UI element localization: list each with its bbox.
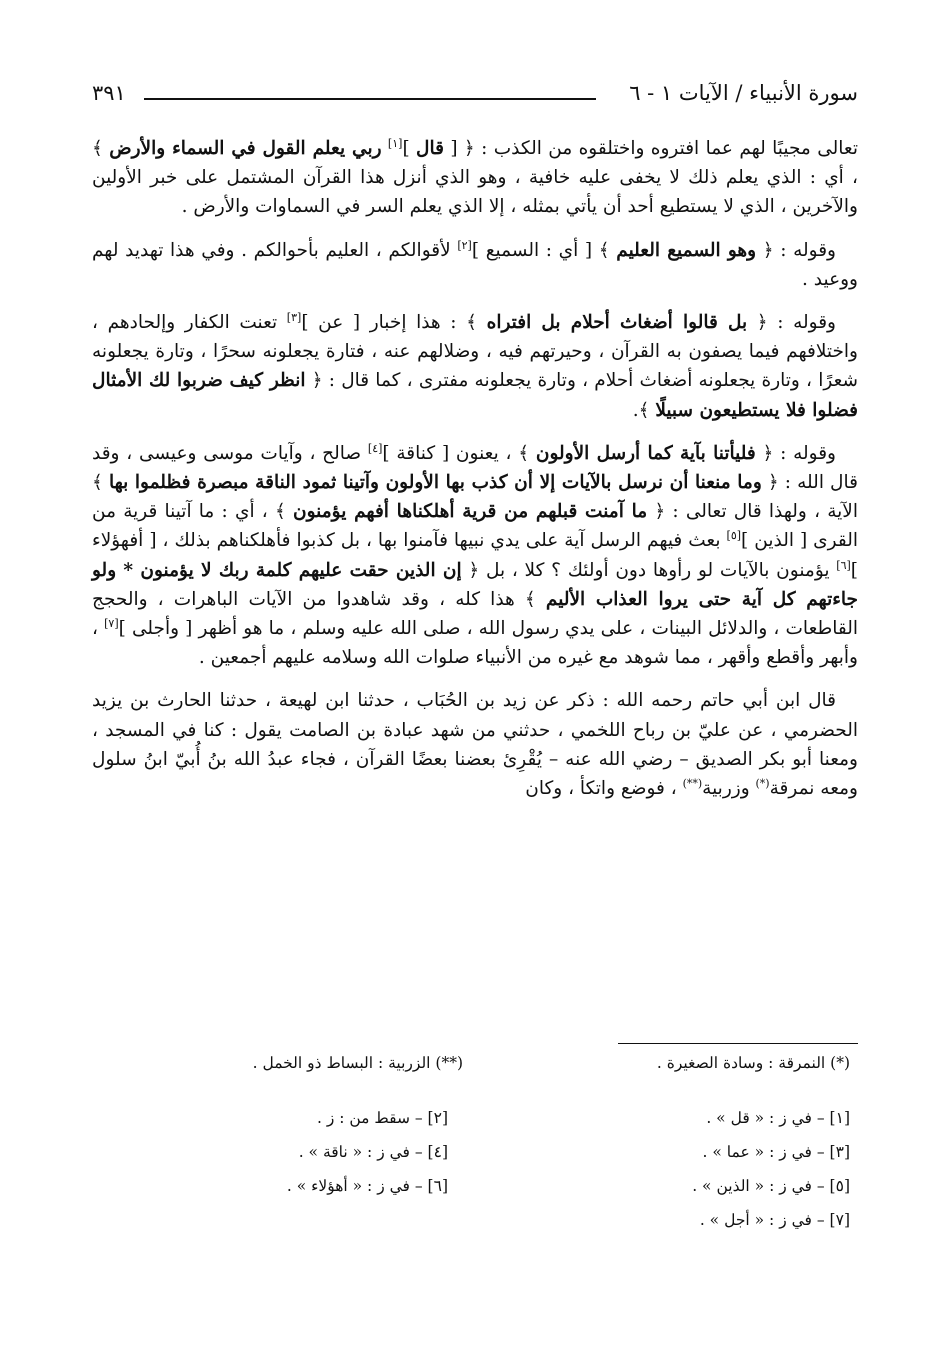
footnote-5: [٥] – في ز : « الذين » . [692, 1177, 850, 1195]
text-run: وقوله : ﴿ [755, 442, 836, 464]
paragraph [92, 134, 858, 222]
footnote-star-1: (*) النمرقة : وسادة الصغيرة . [656, 1054, 850, 1072]
text-run: ، وأبهر وأقطع وأقهر ، مما شوهد مع غيره من الأنبياء صلوات الله وسلامه عليهم أجمعين . [92, 618, 858, 669]
footnote-marker: [٥] [726, 529, 742, 543]
text-run: قال ابن أبي حاتم رحمه الله : ذكر عن زيد بن الحُبَاب ، حدثنا ابن لهيعة ، حدثنا الحارث بن يزيد الحضرمي ، عن عليّ بن رباح اللخمي ، حدثني من شهد عبادة بن الصامت يقول : كنا في المسجد ، ومعنا أبو بكر الصديق – رضي الله عنه – يُقْرِئ بعضنا بعضًا القرآن ، فجاء عبدُ الله بنُ أُبيّ ابنُ سلول ومعه نمرقة [92, 690, 858, 800]
text-run: ﴾ ، يعنون [ كناقة ] [382, 442, 536, 464]
page-number: ٣٩١ [92, 81, 126, 105]
text-run: وزربية [702, 778, 756, 800]
page-header [92, 78, 858, 112]
text-run: ﴾ هذا كله ، وقد شاهدوا من الآيات الباهرات ، والحجج القاطعات ، والدلائل البينات ، على يدي رسول الله ، صلى الله عليه وسلم ، ما هو أظهر [ وأجلى ] [92, 588, 858, 640]
footnote-4: [٤] – في ز : « ناقة » . [298, 1143, 448, 1161]
text-run: ﴾ : هذا إخبار [ عن ] [301, 312, 487, 334]
text-run: ﴾. [632, 399, 656, 421]
paragraph [92, 308, 858, 425]
footnote-marker: [٧] [104, 616, 119, 630]
footnote-marker: [١] [387, 136, 403, 150]
footnote-marker: (**) [682, 776, 703, 790]
quran-quote: وما منعنا أن نرسل بالآيات إلا أن كذب بها الأولون وآتينا ثمود الناقة مبصرة فظلموا بها [108, 472, 762, 494]
text-run: لأقوالكم ، العليم بأحوالكم . وفي هذا تهديد لهم ووعيد . [92, 239, 858, 290]
footnote-3: [٣] – في ز : « عما » . [702, 1143, 850, 1161]
quran-quote: قال [416, 138, 444, 159]
footnote-1: [١] – في ز : « قل » . [706, 1109, 850, 1127]
quran-quote: فليأتنا بآية كما أرسل الأولون [535, 442, 756, 464]
text-run: بعث فيهم الرسل آية على يدي نبيها فآمنوا بها ، بل كذبوا فأهلكناهم بذلك ، [ أفهؤلاء ] [92, 530, 858, 581]
footnote-star-2: (**) الزربية : البساط ذو الخمل . [252, 1054, 463, 1072]
text-run: صالح ، وآيات موسى وعيسى ، وقد قال الله : ﴿ [92, 442, 858, 494]
running-title: سورة الأنبياء / الآيات ١ - ٦ [629, 81, 858, 105]
text-run: ﴾ الآية ، ولهذا قال تعالى : ﴿ [92, 472, 858, 523]
quran-quote: ما آمنت قبلهم من قرية أهلكناها أفهم يؤمنون [293, 501, 648, 523]
text-run: ، فوضع واتكأ ، وكان [525, 778, 683, 800]
footnote-marker: [٢] [457, 238, 472, 252]
quran-quote: وهو السميع العليم [616, 239, 757, 261]
header-rule [144, 98, 596, 100]
text-run: يؤمنون بالآيات لو رأوها دون أولئك ؟ كلا ، بل ﴿ [461, 559, 837, 581]
text-run: وقوله : ﴿ [747, 312, 836, 334]
footnote-marker: [٤] [367, 441, 383, 455]
footnote-marker: (*) [755, 776, 770, 790]
text-run: ﴾ ، أي : ما آتينا قرية من القرى [ الذين ] [92, 501, 859, 552]
text-run: تعالى مجيبًا لهم عما افتروه واختلقوه من الكذب : ﴿ [ [443, 138, 858, 159]
main-text [92, 134, 858, 817]
footnote-marker: [٣] [286, 310, 302, 324]
quran-quote: ربي يعلم القول في السماء والأرض [109, 138, 382, 159]
text-run: ] [402, 138, 417, 159]
footnote-marker: [٦] [836, 558, 851, 572]
footnote-6: [٦] – في ز : « أهؤلاء » . [286, 1177, 448, 1195]
text-run: تعنت الكفار وإلحادهم ، واختلافهم فيما يصفون به القرآن ، وحيرتهم فيه ، وضلالهم عنه ، فتارة يجعلونه سحرًا ، وتارة يجعلونه شعرًا ، وتارة يجعلونه أضغاث أحلام ، وتارة يجعلونه مفترى ، كما قال : ﴿ [92, 312, 858, 392]
footnote-7: [٧] – في ز : « أجل » . [699, 1211, 850, 1229]
quran-quote: بل قالوا أضغاث أحلام بل افتراه [486, 312, 748, 334]
paragraph [92, 236, 858, 294]
quran-quote: انظر كيف ضربوا لك الأمثال فضلوا فلا يستطيعون سبيلًا [92, 370, 858, 421]
text-run: ﴾ ، أي : الذي يعلم ذلك لا يخفى عليه خافية ، وهو الذي أنزل هذا القرآن المشتمل على خبر الأولين والآخرين ، الذي لا يستطيع أحد أن يأتي بمثله ، إلا الذي يعلم السر في السماوات والأرض . [92, 138, 858, 218]
footnote-rule [618, 1043, 858, 1044]
text-run: ﴾ [ أي : السميع ] [471, 239, 617, 261]
paragraph [92, 686, 858, 803]
quran-quote: إن الذين حقت عليهم كلمة ربك لا يؤمنون * ولو جاءتهم كل آية حتى يروا العذاب الأليم [92, 559, 858, 610]
text-run: وقوله : ﴿ [756, 239, 836, 261]
paragraph [92, 439, 858, 673]
footnote-2: [٢] – سقط من : ز . [316, 1109, 448, 1127]
